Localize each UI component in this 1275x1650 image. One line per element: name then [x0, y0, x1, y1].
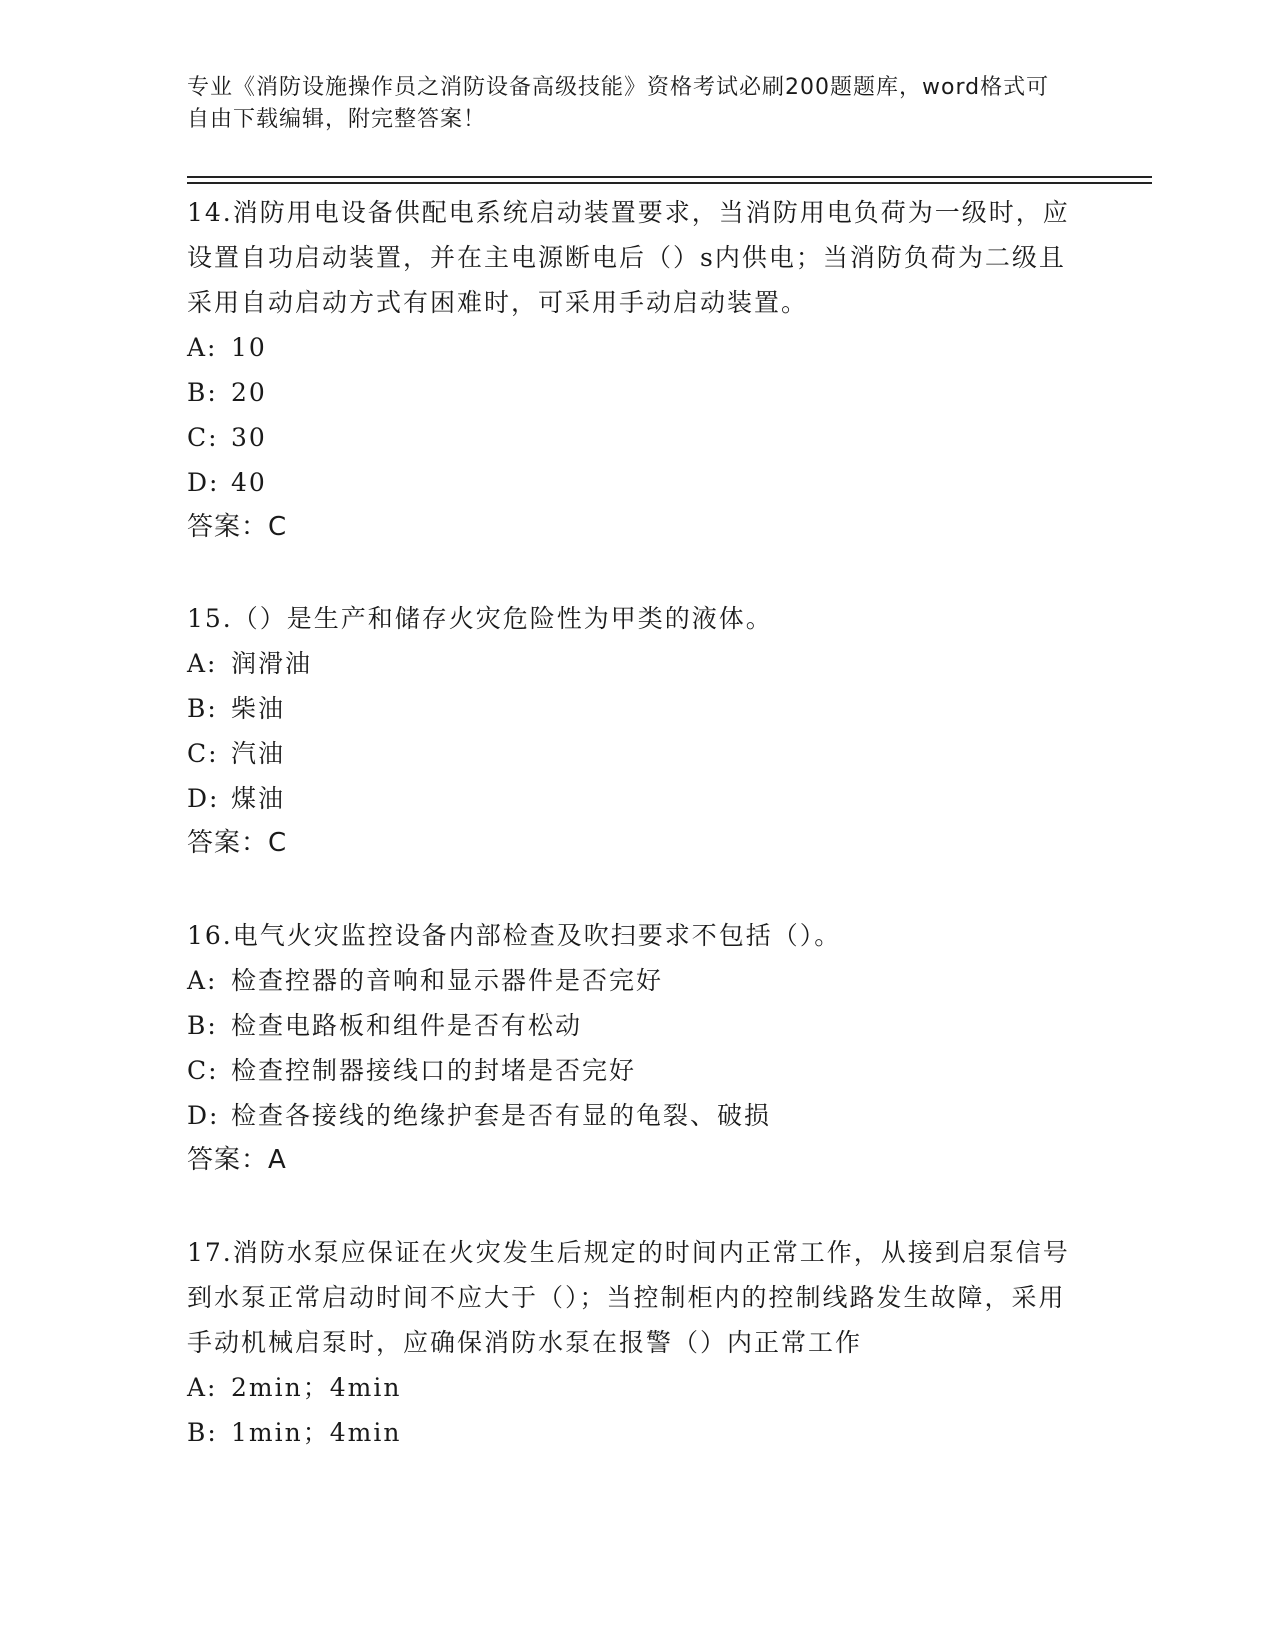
option-c	[187, 415, 1087, 460]
option-letter: B:	[187, 378, 218, 407]
question-stem: 16.电气火灾监控设备内部检查及吹扫要求不包括（）。	[187, 921, 842, 950]
option-text: 煤油	[231, 784, 286, 813]
option-d	[187, 460, 1087, 505]
option-b	[187, 1003, 1087, 1048]
option-d	[187, 776, 1087, 821]
question-15	[187, 596, 1087, 866]
option-letter: C:	[187, 1056, 219, 1085]
option-text: 20	[231, 378, 267, 407]
option-letter: C:	[187, 423, 219, 452]
question-17	[187, 1230, 1087, 1455]
option-b	[187, 1410, 1087, 1455]
option-text: 2min；4min	[231, 1373, 402, 1402]
question-stem: 14.消防用电设备供配电系统启动装置要求，当消防用电负荷为一级时，应设置自功启动装置，并在主电源断电后（）s内供电；当消防负荷为二级且采用自动启动方式有困难时，可采用手动启动装置。	[187, 198, 1070, 317]
header-divider-bottom	[187, 182, 1152, 184]
question-14	[187, 190, 1087, 550]
option-text: 检查控器的音响和显示器件是否完好	[231, 966, 664, 995]
option-letter: A:	[187, 966, 218, 995]
question-16	[187, 913, 1087, 1183]
option-text: 检查各接线的绝缘护套是否有显的龟裂、破损	[231, 1101, 772, 1130]
answer-line: 答案：C	[187, 512, 288, 542]
option-text: 柴油	[231, 694, 286, 723]
option-letter: A:	[187, 333, 218, 362]
option-letter: D:	[187, 784, 220, 813]
option-text: 检查电路板和组件是否有松动	[231, 1011, 583, 1040]
question-stem: 17.消防水泵应保证在火灾发生后规定的时间内正常工作，从接到启泵信号到水泵正常启动时间不应大于（）；当控制柜内的控制线路发生故障，采用手动机械启泵时，应确保消防水泵在报警（）内正常工作	[187, 1238, 1070, 1357]
option-c	[187, 1048, 1087, 1093]
option-b	[187, 370, 1087, 415]
option-c	[187, 731, 1087, 776]
option-letter: B:	[187, 1418, 218, 1447]
question-stem: 15.（）是生产和储存火灾危险性为甲类的液体。	[187, 604, 773, 633]
option-letter: A:	[187, 649, 218, 678]
option-letter: A:	[187, 1373, 218, 1402]
option-letter: D:	[187, 468, 220, 497]
document-header: 专业《消防设施操作员之消防设备高级技能》资格考试必刷200题题库，word格式可自由下载编辑，附完整答案！	[187, 75, 1050, 132]
answer-line: 答案：C	[187, 828, 288, 858]
option-a	[187, 641, 1087, 686]
option-a	[187, 325, 1087, 370]
header-divider-top	[187, 176, 1152, 178]
option-text: 汽油	[231, 739, 286, 768]
answer-line: 答案：A	[187, 1145, 287, 1175]
option-text: 40	[231, 468, 267, 497]
option-b	[187, 686, 1087, 731]
option-letter: B:	[187, 1011, 218, 1040]
option-letter: C:	[187, 739, 219, 768]
option-text: 检查控制器接线口的封堵是否完好	[231, 1056, 637, 1085]
option-a	[187, 958, 1087, 1003]
option-text: 10	[231, 333, 267, 362]
option-text: 润滑油	[231, 649, 313, 678]
option-letter: D:	[187, 1101, 220, 1130]
option-text: 1min；4min	[231, 1418, 402, 1447]
option-text: 30	[231, 423, 267, 452]
option-d	[187, 1093, 1087, 1138]
option-letter: B:	[187, 694, 218, 723]
option-a	[187, 1365, 1087, 1410]
